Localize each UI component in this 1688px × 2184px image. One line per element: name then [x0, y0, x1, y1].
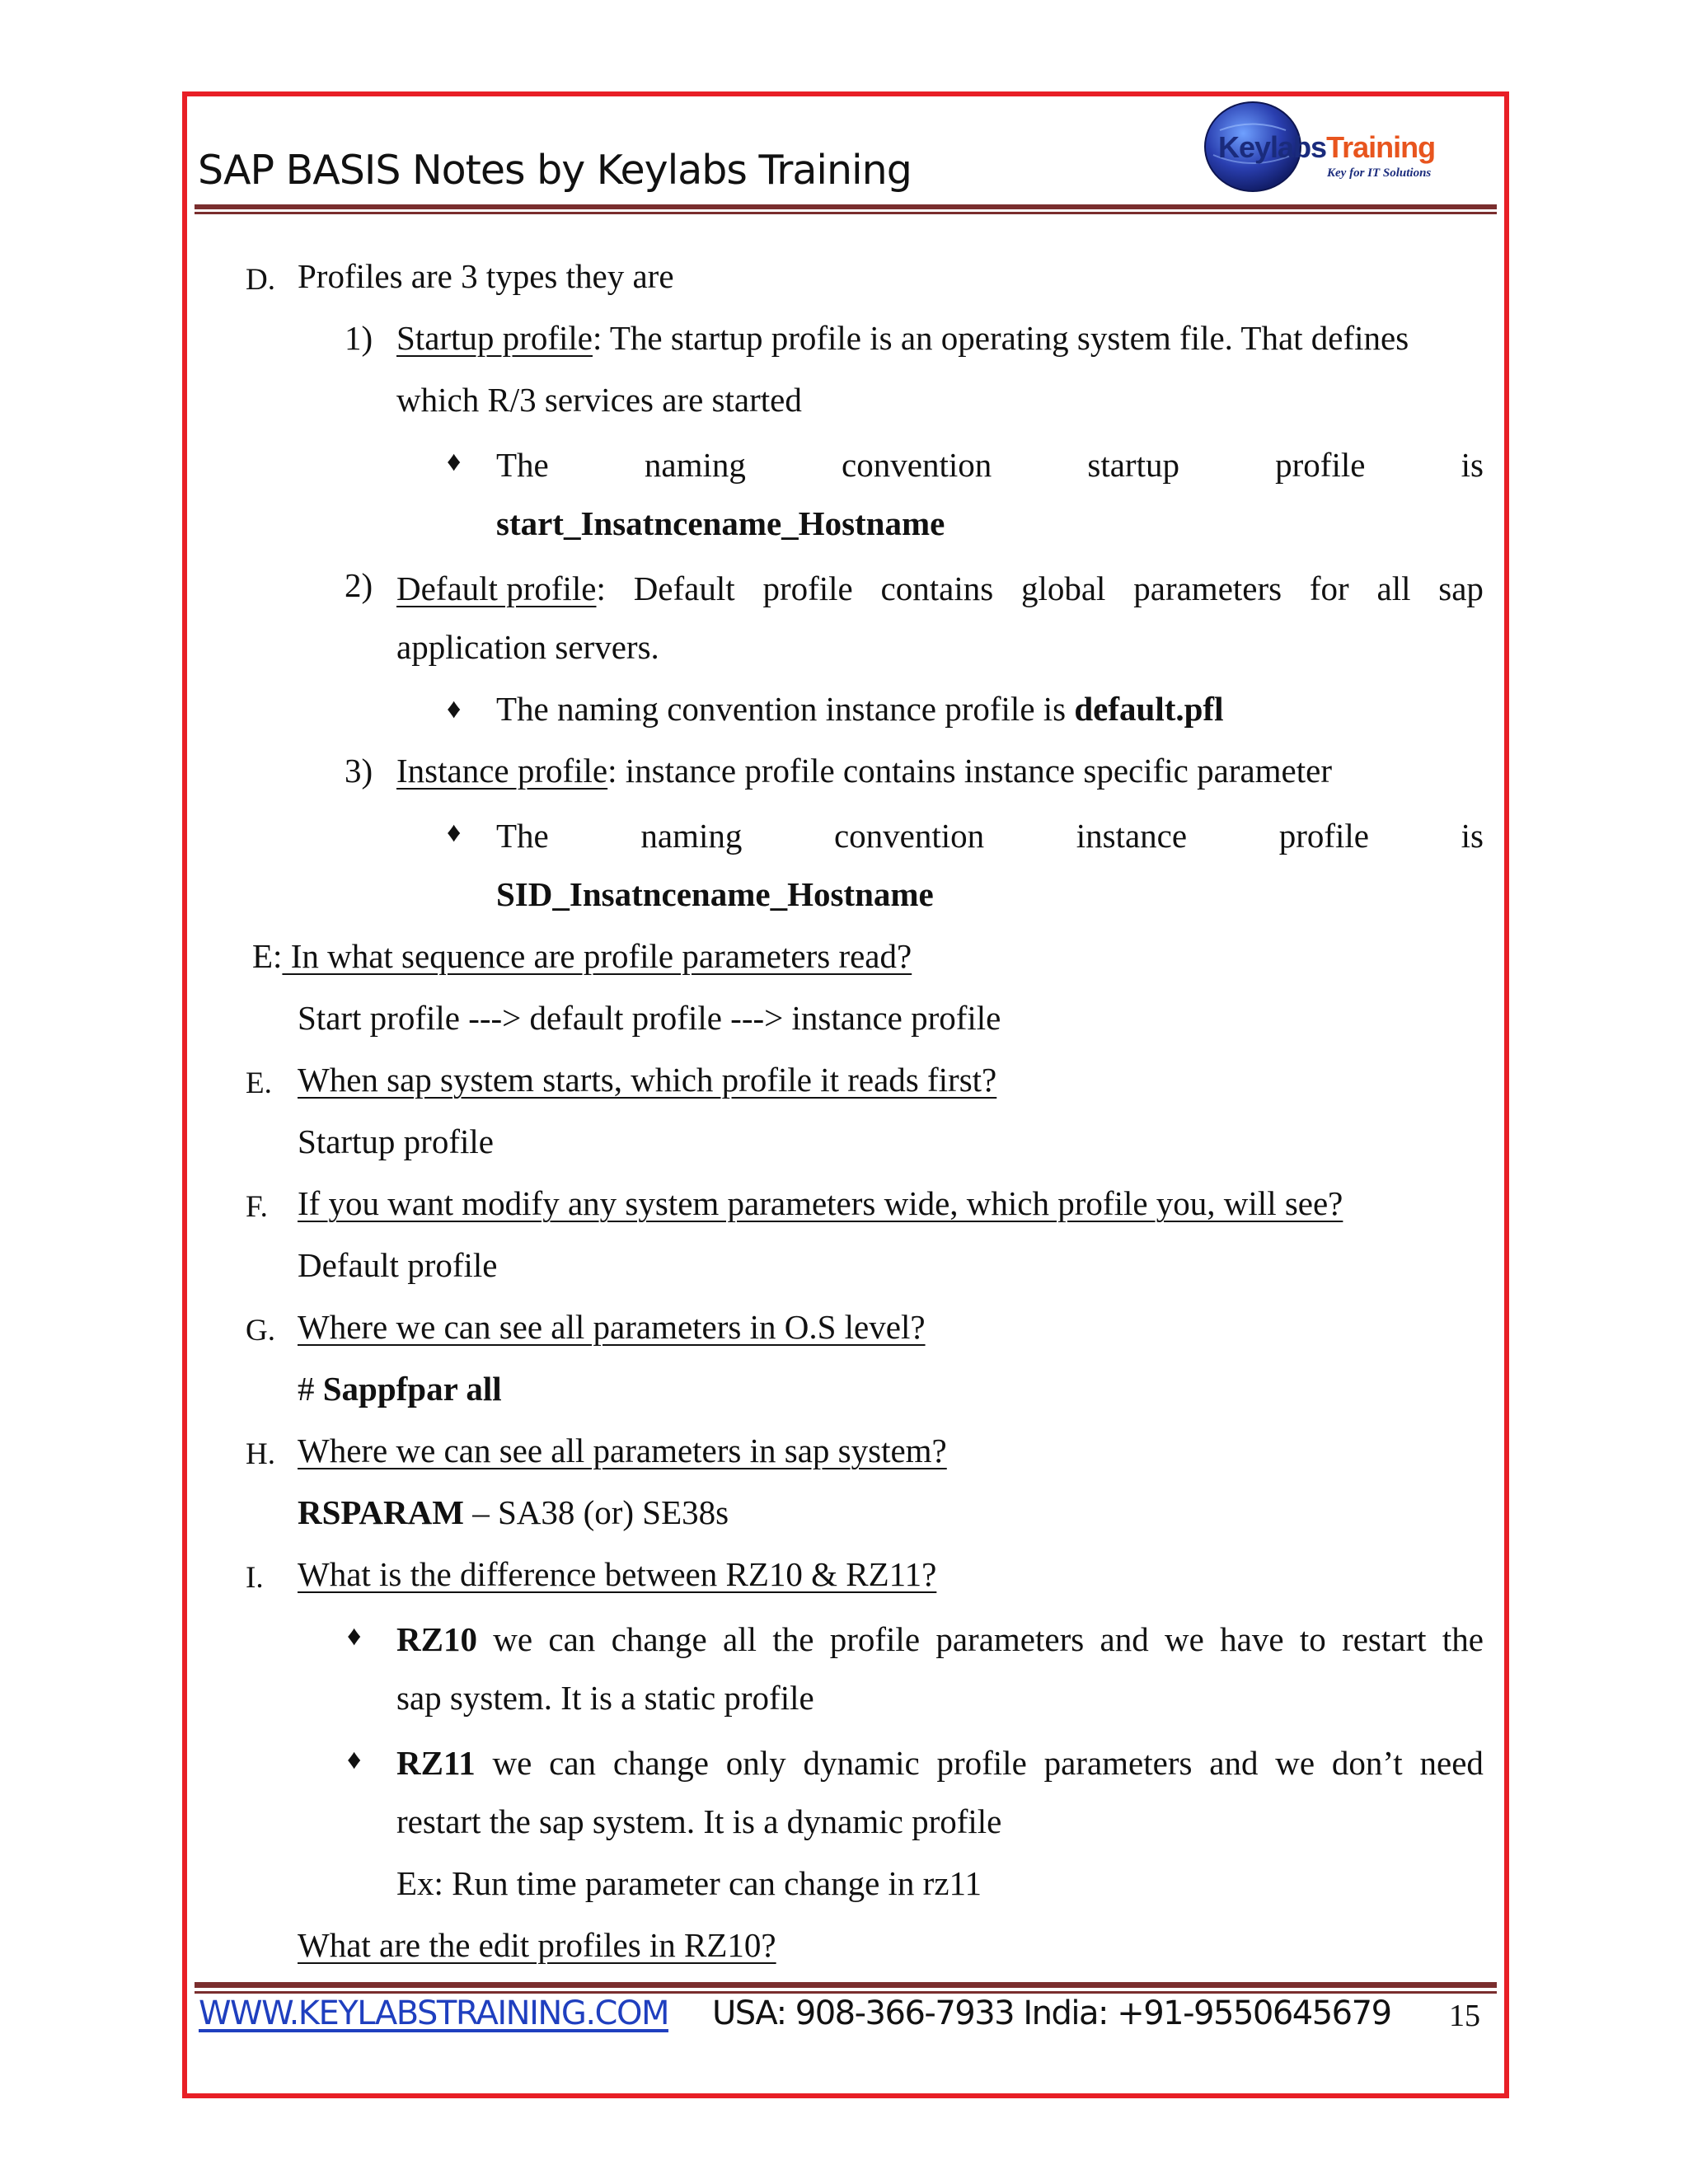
- page-header-title: SAP BASIS Notes by Keylabs Training: [198, 147, 912, 194]
- header-rule-thin: [195, 212, 1497, 214]
- item-label-f: F.: [246, 1190, 268, 1224]
- rz11-example: Ex: Run time parameter can change in rz11: [396, 1864, 982, 1902]
- list-number-1: 1): [345, 319, 373, 357]
- answer-sequence: Start profile ---> default profile ---> instance profile: [298, 999, 1001, 1037]
- list-item-default-profile: Default profile: Default profile contains global parameters for all sap: [396, 569, 1484, 607]
- question-sequence: In what sequence are profile parameters read?: [282, 937, 912, 975]
- instance-profile-term: Instance profile: [396, 752, 608, 790]
- instance-profile-name-value: SID_Insatncename_Hostname: [496, 875, 934, 913]
- answer-sap-system: RSPARAM – SA38 (or) SE38s: [298, 1493, 729, 1531]
- answer-os-level: # Sappfpar all: [298, 1370, 502, 1408]
- footer-rule-thin: [195, 1991, 1497, 1994]
- startup-profile-term: Startup profile: [396, 319, 593, 357]
- diamond-bullet-icon: ♦: [347, 1621, 362, 1652]
- diamond-bullet-icon: ♦: [447, 818, 462, 848]
- default-profile-desc-line2: application servers.: [396, 628, 659, 666]
- diamond-bullet-icon: ♦: [447, 694, 462, 724]
- startup-naming-convention-line: The naming convention startup profile is: [496, 446, 1484, 484]
- question-system-wide: If you want modify any system parameters wide, which profile you, will see?: [298, 1184, 1343, 1222]
- page-number: 15: [1449, 1999, 1480, 2033]
- question-os-level: Where we can see all parameters in O.S level?: [298, 1308, 926, 1346]
- list-number-2: 2): [345, 566, 373, 604]
- item-label-e2: E.: [246, 1066, 272, 1100]
- item-label-e1: E:: [252, 937, 283, 975]
- list-item-startup-profile: [396, 321, 1409, 355]
- item-label-d: D.: [246, 263, 275, 297]
- default-naming-convention-line: The naming convention instance profile is default.pfl: [496, 690, 1224, 728]
- instance-profile-desc: : instance profile contains instance specific parameter: [607, 752, 1332, 790]
- rz10-description-line2: sap system. It is a static profile: [396, 1679, 814, 1717]
- default-profile-term: Default profile: [396, 569, 597, 607]
- item-text-d: Profiles are 3 types they are: [298, 257, 674, 295]
- startup-profile-desc-line2: which R/3 services are started: [396, 381, 802, 419]
- rz11-description-line2: restart the sap system. It is a dynamic profile: [396, 1802, 1002, 1840]
- item-label-i: I.: [246, 1561, 264, 1595]
- list-number-3: 3): [345, 752, 373, 790]
- item-e1: [252, 937, 912, 975]
- footer-phone-numbers: USA: 908-366-7933 India: +91-9550645679: [712, 1994, 1391, 2032]
- startup-profile-desc: : The startup profile is an operating system file. That defines: [592, 319, 1409, 357]
- footer-rule-thick: [195, 1982, 1497, 1988]
- answer-first-profile: Startup profile: [298, 1122, 494, 1160]
- question-edit-profiles: What are the edit profiles in RZ10?: [298, 1926, 776, 1964]
- default-profile-name-value: default.pfl: [1074, 690, 1224, 728]
- item-label-h: H.: [246, 1437, 275, 1471]
- answer-system-wide: Default profile: [298, 1246, 498, 1284]
- question-first-profile: When sap system starts, which profile it reads first?: [298, 1061, 997, 1099]
- keylabs-logo-tagline: Key for IT Solutions: [1327, 166, 1432, 180]
- question-rz10-rz11: What is the difference between RZ10 & RZ11?: [298, 1555, 937, 1593]
- rz10-description-line: RZ10 we can change all the profile parameters and we have to restart the: [396, 1620, 1484, 1658]
- diamond-bullet-icon: ♦: [347, 1745, 362, 1775]
- item-label-g: G.: [246, 1314, 275, 1347]
- footer-website-link[interactable]: WWW.KEYLABSTRAINING.COM: [199, 1994, 668, 2032]
- keylabs-logo-wordmark: KeylabsTraining: [1218, 130, 1436, 164]
- startup-profile-name-value: start_Insatncename_Hostname: [496, 504, 945, 542]
- instance-naming-convention-line: The naming convention instance profile is: [496, 817, 1484, 855]
- rz11-description-line: RZ11 we can change only dynamic profile parameters and we don’t need: [396, 1744, 1484, 1782]
- list-item-instance-profile: [396, 754, 1332, 788]
- diamond-bullet-icon: ♦: [447, 447, 462, 477]
- header-rule-thick: [195, 204, 1497, 209]
- question-sap-system: Where we can see all parameters in sap system?: [298, 1432, 947, 1469]
